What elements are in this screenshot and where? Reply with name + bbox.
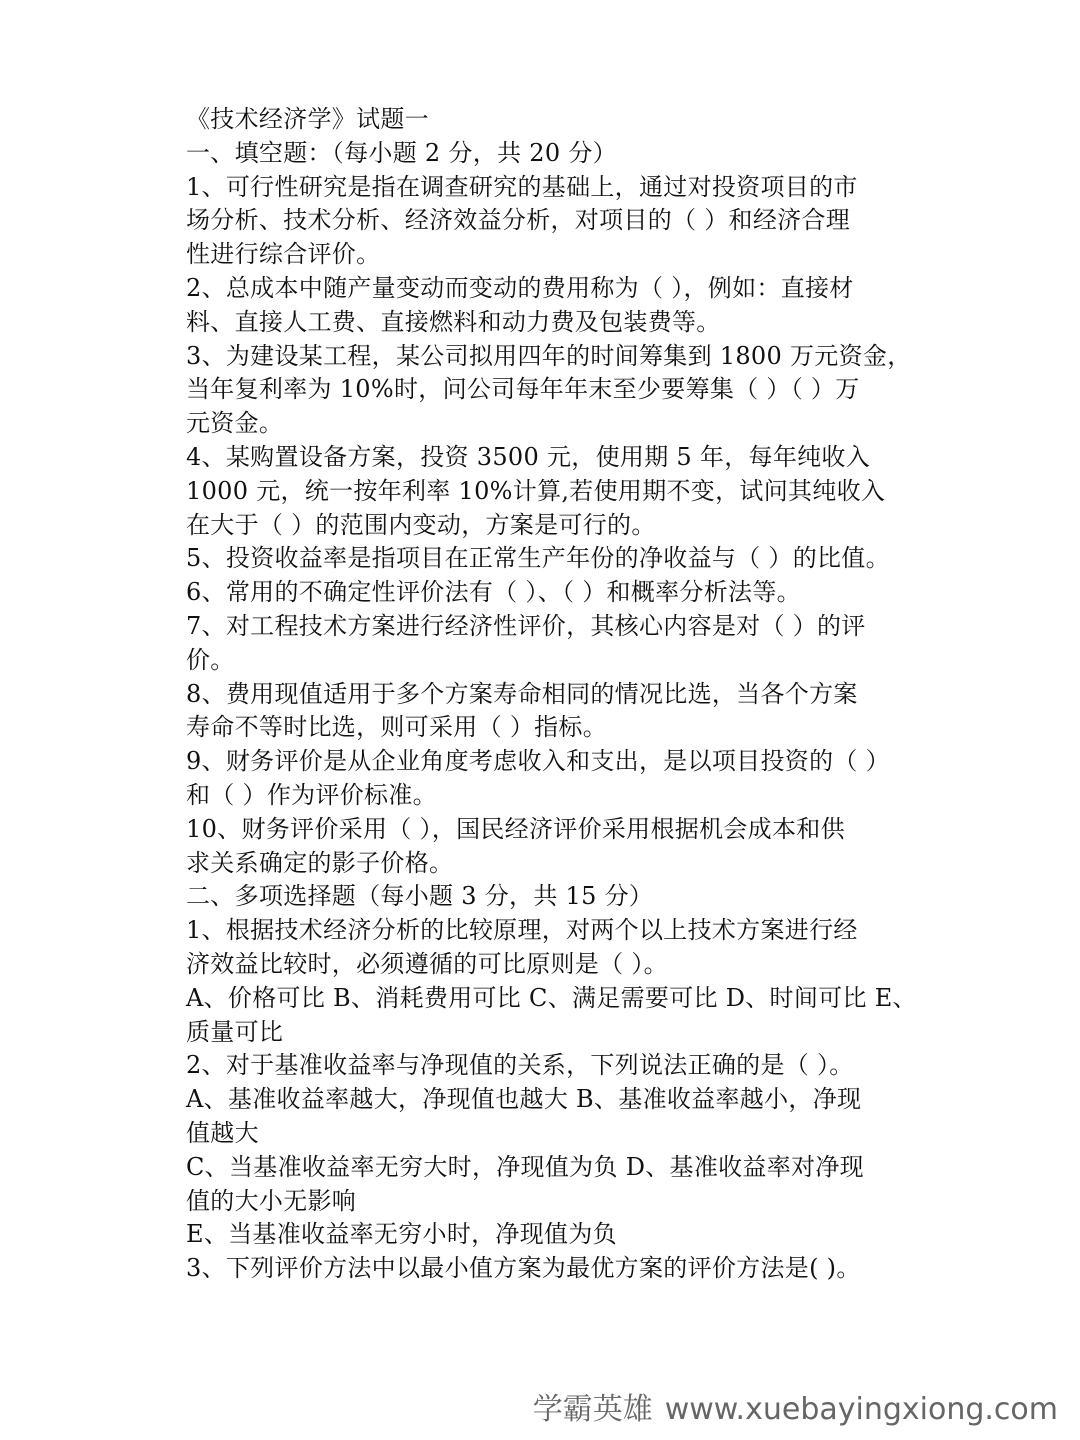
exam-document <box>186 103 917 1286</box>
text-line: 9、财务评价是从企业角度考虑收入和支出，是以项目投资的（ ） <box>186 747 890 776</box>
text-line: 二、多项选择题（每小题 3 分，共 15 分） <box>186 882 654 911</box>
text-line: 4、某购置设备方案，投资 3500 元，使用期 5 年，每年纯收入 <box>186 442 871 471</box>
watermark-footer <box>533 1384 1058 1428</box>
text-line: 2、总成本中随产量变动而变动的费用称为（ ），例如：直接材 <box>186 273 854 302</box>
text-line: 质量可比 <box>186 1017 284 1046</box>
text-line: 值越大 <box>186 1118 259 1147</box>
footer-url: www.xuebayingxiong.com <box>664 1392 1058 1427</box>
text-line: 性进行综合评价。 <box>186 240 381 269</box>
text-line: 2、对于基准收益率与净现值的关系，下列说法正确的是（ ）。 <box>186 1051 854 1080</box>
text-line: 当年复利率为 10%时，问公司每年年末至少要筹集（ ）（ ）万 <box>186 375 860 404</box>
text-line: 10、财务评价采用（ ），国民经济评价采用根据机会成本和供 <box>186 814 845 843</box>
text-line: 6、常用的不确定性评价法有（ ）、（ ）和概率分析法等。 <box>186 578 801 607</box>
text-line: 料、直接人工费、直接燃料和动力费及包装费等。 <box>186 307 721 336</box>
text-line: E、当基准收益率无穷小时，净现值为负 <box>186 1220 617 1249</box>
document-title: 《技术经济学》试题一 <box>186 105 429 133</box>
text-line: C、当基准收益率无穷大时，净现值为负 D、基准收益率对净现 <box>186 1152 864 1181</box>
text-line: 求关系确定的影子价格。 <box>186 848 454 877</box>
text-line: 1000 元，统一按年利率 10%计算,若使用期不变，试问其纯收入 <box>186 476 886 505</box>
text-line: 3、下列评价方法中以最小值方案为最优方案的评价方法是( )。 <box>186 1254 861 1283</box>
text-line: A、基准收益率越大，净现值也越大 B、基准收益率越小，净现 <box>186 1085 862 1114</box>
footer-brand: 学霸英雄 <box>532 1392 653 1427</box>
text-line: 场分析、技术分析、经济效益分析，对项目的（ ）和经济合理 <box>186 206 851 235</box>
text-line: 值的大小无影响 <box>186 1186 357 1215</box>
text-line: 在大于（ ）的范围内变动，方案是可行的。 <box>186 510 656 539</box>
text-line: A、价格可比 B、消耗费用可比 C、满足需要可比 D、时间可比 E、 <box>186 983 917 1012</box>
text-line: 价。 <box>186 645 235 674</box>
text-line: 8、费用现值适用于多个方案寿命相同的情况比选，当各个方案 <box>186 679 858 708</box>
text-line: 5、投资收益率是指项目在正常生产年份的净收益与（ ）的比值。 <box>186 544 890 573</box>
text-line: 和（ ）作为评价标准。 <box>186 780 437 809</box>
text-line: 3、为建设某工程，某公司拟用四年的时间筹集到 1800 万元资金， <box>186 341 912 370</box>
text-line: 元资金。 <box>186 409 284 438</box>
text-line: 济效益比较时，必须遵循的可比原则是（ ）。 <box>186 949 668 978</box>
text-line: 寿命不等时比选，则可采用（ ）指标。 <box>186 713 608 742</box>
text-line: 7、对工程技术方案进行经济性评价，其核心内容是对（ ）的评 <box>186 611 866 640</box>
text-line: 1、可行性研究是指在调查研究的基础上，通过对投资项目的市 <box>186 172 858 201</box>
text-line: 一、填空题：（每小题 2 分，共 20 分） <box>186 138 617 167</box>
document-body <box>186 137 917 1286</box>
text-line: 1、根据技术经济分析的比较原理，对两个以上技术方案进行经 <box>186 916 858 945</box>
